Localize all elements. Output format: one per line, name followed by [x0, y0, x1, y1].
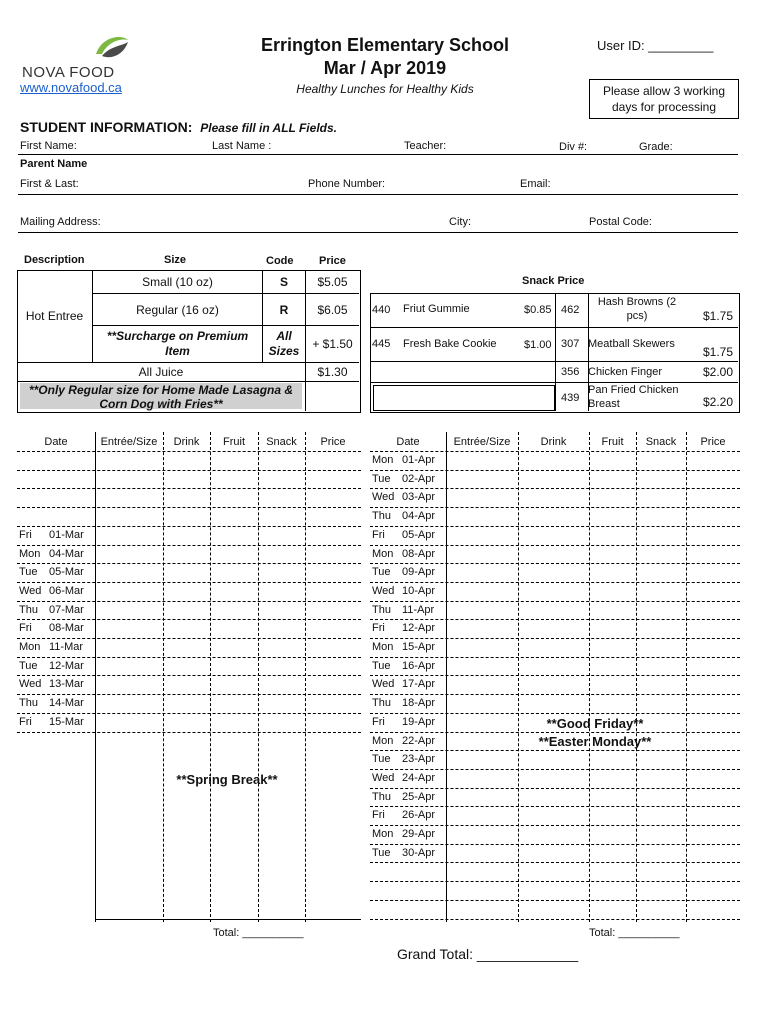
- order-row-day: Thu: [372, 510, 391, 523]
- order-row[interactable]: [370, 862, 740, 881]
- grid-left-header-4: Snack: [266, 435, 297, 448]
- order-row-day: Mon: [372, 734, 394, 747]
- grid-right-header-0: Date: [396, 435, 420, 448]
- order-row[interactable]: [370, 694, 740, 713]
- grid-right-header-2: Drink: [540, 435, 567, 448]
- order-row[interactable]: [370, 545, 740, 564]
- snack-name-hash-browns: Hash Browns (2 pcs): [597, 296, 677, 322]
- order-row[interactable]: [17, 470, 361, 489]
- order-row-day: Tue: [372, 566, 391, 579]
- order-row[interactable]: [17, 488, 361, 507]
- order-row-day: Fri: [19, 715, 32, 728]
- menu-header-size: Size: [164, 254, 187, 266]
- order-row-date: 01-Apr: [402, 454, 436, 466]
- order-row[interactable]: [17, 545, 361, 564]
- order-row-day: Wed: [19, 584, 42, 597]
- phone-field[interactable]: Phone Number:: [308, 178, 386, 190]
- order-row-date: 17-Apr: [402, 678, 436, 691]
- grid-right-header-4: Snack: [645, 435, 677, 448]
- order-row-date: 05-Mar: [49, 566, 84, 579]
- order-row[interactable]: [370, 488, 740, 507]
- order-row-day: Thu: [19, 697, 38, 710]
- order-row[interactable]: [370, 750, 740, 769]
- order-row-date: 23-Apr: [402, 753, 436, 766]
- order-row-date: 08-Apr: [402, 547, 436, 560]
- snack-name-cookie: Fresh Bake Cookie: [403, 338, 497, 350]
- total-left-field[interactable]: Total: __________: [213, 927, 304, 939]
- city-field[interactable]: City:: [449, 216, 471, 228]
- snack-price-meatball: $1.75: [703, 345, 734, 359]
- order-row[interactable]: [17, 675, 361, 694]
- order-row-date: 10-Apr: [402, 584, 436, 597]
- order-row-date: 11-Apr: [402, 603, 435, 616]
- order-row-date: 04-Apr: [402, 510, 436, 523]
- snack-code-439: 439: [561, 392, 580, 404]
- order-row[interactable]: [370, 638, 740, 657]
- order-row[interactable]: [17, 713, 361, 732]
- order-row[interactable]: [17, 619, 361, 638]
- order-row-date: 02-Apr: [402, 472, 436, 485]
- order-row-date: 04-Mar: [49, 547, 84, 560]
- brand-name: NOVA FOOD: [22, 64, 115, 81]
- order-row-day: Fri: [372, 528, 385, 541]
- order-row-day: Thu: [19, 603, 38, 616]
- snack-price-chicken-breast: $2.20: [703, 395, 734, 409]
- grid-right-header-3: Fruit: [601, 435, 624, 448]
- order-row[interactable]: [17, 582, 361, 601]
- menu-code-regular: R: [279, 302, 289, 317]
- order-row-day: Mon: [372, 454, 394, 466]
- order-row-day: Fri: [372, 622, 385, 635]
- order-row-day: Wed: [372, 491, 395, 504]
- order-row[interactable]: [370, 881, 740, 900]
- grid-right-header-1: Entrée/Size: [453, 435, 511, 448]
- order-row-day: Tue: [372, 753, 391, 766]
- menu-price-surcharge: + $1.50: [312, 337, 353, 351]
- order-row[interactable]: [370, 675, 740, 694]
- processing-notice-text: Please allow 3 working days for processing: [602, 84, 726, 114]
- menu-code-surcharge: All Sizes: [268, 329, 300, 358]
- order-row[interactable]: [17, 638, 361, 657]
- snack-price-chicken-finger: $2.00: [703, 365, 734, 379]
- mailing-address-field[interactable]: Mailing Address:: [20, 216, 101, 228]
- snack-name-chicken-breast: Pan Fried Chicken Breast: [588, 384, 679, 410]
- email-field[interactable]: Email:: [520, 178, 551, 190]
- order-row-date: 29-Apr: [402, 828, 436, 840]
- order-row[interactable]: [370, 806, 740, 825]
- menu-header-code: Code: [266, 255, 294, 267]
- order-row[interactable]: [17, 694, 361, 713]
- order-row[interactable]: [370, 582, 740, 601]
- order-row[interactable]: [370, 470, 740, 489]
- menu-price-regular: $6.05: [317, 302, 348, 317]
- order-grid-april: [370, 432, 740, 922]
- order-row-day: Mon: [372, 547, 394, 560]
- order-row[interactable]: [370, 657, 740, 676]
- menu-size-small: Small (10 oz): [142, 274, 213, 289]
- order-row[interactable]: [17, 601, 361, 620]
- order-row-date: 13-Mar: [49, 678, 84, 691]
- grid-left-header-1: Entrée/Size: [100, 435, 158, 448]
- parent-first-last-field[interactable]: First & Last:: [20, 178, 79, 190]
- order-row-date: 12-Mar: [49, 659, 84, 672]
- order-row-date: 14-Mar: [49, 697, 84, 710]
- order-row[interactable]: [370, 619, 740, 638]
- grid-right-header-5: Price: [700, 435, 726, 448]
- order-row[interactable]: [370, 844, 740, 863]
- order-row-date: 19-Apr: [402, 715, 436, 728]
- processing-notice: [589, 79, 739, 119]
- order-row[interactable]: [370, 788, 740, 807]
- snack-title: Snack Price: [522, 275, 585, 287]
- order-row-day: Thu: [372, 603, 391, 616]
- order-row-date: 09-Apr: [402, 566, 436, 579]
- order-row-day: Fri: [19, 622, 32, 635]
- order-row[interactable]: [370, 601, 740, 620]
- term-title: Mar / Apr 2019: [323, 58, 447, 78]
- order-row[interactable]: [370, 507, 740, 526]
- order-row-date: 15-Apr: [402, 641, 436, 653]
- order-row-date: 08-Mar: [49, 622, 84, 635]
- menu-size-surcharge: **Surcharge on Premium Item: [106, 329, 249, 358]
- order-row[interactable]: [17, 451, 361, 470]
- order-row[interactable]: [17, 657, 361, 676]
- snack-code-462: 462: [561, 304, 580, 316]
- snack-price-cookie: $1.00: [524, 339, 552, 351]
- order-row-date: 22-Apr: [402, 734, 436, 747]
- last-name-field[interactable]: Last Name :: [212, 140, 272, 152]
- order-row[interactable]: [370, 563, 740, 582]
- order-grid-march: [17, 432, 361, 922]
- order-row[interactable]: [370, 900, 740, 919]
- snack-price-gummie: $0.85: [524, 304, 552, 316]
- leaf-logo-icon: [92, 32, 132, 62]
- postal-code-field[interactable]: Postal Code:: [589, 216, 652, 228]
- order-row[interactable]: [370, 451, 740, 470]
- menu-size-regular: Regular (16 oz): [136, 302, 219, 317]
- student-section-note: Please fill in ALL Fields.: [200, 121, 337, 135]
- tagline: Healthy Lunches for Healthy Kids: [296, 82, 474, 96]
- order-row-day: Fri: [19, 528, 32, 541]
- order-row-date: 16-Apr: [402, 659, 436, 672]
- order-row-date: 11-Mar: [49, 641, 84, 653]
- first-name-field[interactable]: First Name:: [20, 140, 77, 152]
- hot-entree-label: Hot Entree: [25, 309, 84, 323]
- order-row-day: Thu: [372, 790, 391, 803]
- grade-field[interactable]: Grade:: [639, 141, 673, 153]
- order-row-day: Wed: [19, 678, 42, 691]
- total-right-field[interactable]: Total: __________: [589, 927, 680, 939]
- nova-food-logo: [20, 30, 150, 100]
- snack-name-meatball: Meatball Skewers: [588, 338, 675, 350]
- order-row-day: Tue: [372, 472, 391, 485]
- order-row-date: 06-Mar: [49, 584, 84, 597]
- spring-break-label: **Spring Break**: [176, 772, 278, 787]
- grid-left-header-2: Drink: [173, 435, 200, 448]
- grand-total-field[interactable]: Grand Total: _____________: [397, 946, 579, 962]
- order-row[interactable]: [370, 526, 740, 545]
- school-title: Errington Elementary School: [260, 35, 510, 55]
- order-row-day: Tue: [19, 566, 38, 579]
- order-row-date: 12-Apr: [402, 622, 436, 635]
- grid-left-header-3: Fruit: [223, 435, 245, 448]
- parent-name-label: Parent Name: [20, 158, 88, 170]
- order-row-date: 26-Apr: [402, 809, 436, 822]
- grid-left-header-5: Price: [320, 435, 346, 448]
- order-row-day: Fri: [372, 715, 385, 728]
- menu-price-small: $5.05: [317, 274, 348, 289]
- order-row-day: Mon: [372, 641, 394, 653]
- grid-left-header-0: Date: [44, 435, 68, 448]
- order-row-date: 01-Mar: [49, 528, 84, 541]
- student-section-title: [20, 119, 337, 135]
- order-row-day: Wed: [372, 584, 395, 597]
- order-row[interactable]: [370, 769, 740, 788]
- order-row-date: 30-Apr: [402, 846, 436, 859]
- menu-code-small: S: [279, 274, 288, 289]
- menu-header-description: Description: [24, 254, 85, 266]
- easter-monday-label: **Easter Monday**: [538, 734, 652, 749]
- order-row-day: Wed: [372, 678, 395, 691]
- order-row-day: Mon: [372, 828, 394, 840]
- order-row-day: Tue: [372, 846, 391, 859]
- order-row-day: Tue: [372, 659, 391, 672]
- menu-table: [17, 270, 361, 413]
- snack-code-356: 356: [561, 366, 580, 378]
- order-row-date: 03-Apr: [402, 491, 436, 504]
- snack-code-440: 440: [372, 304, 391, 316]
- order-row[interactable]: [17, 507, 361, 526]
- order-row-day: Fri: [372, 809, 385, 822]
- snack-name-gummie: Friut Gummie: [403, 303, 470, 315]
- brand-url-link[interactable]: www.novafood.ca: [20, 80, 122, 95]
- juice-price: $1.30: [317, 365, 348, 379]
- order-row-date: 18-Apr: [402, 697, 436, 710]
- student-section-heading: STUDENT INFORMATION:: [20, 119, 193, 135]
- snack-code-307: 307: [561, 338, 580, 350]
- menu-note: **Only Regular size for Home Made Lasagna & Corn Dog with Fries**: [28, 382, 294, 411]
- menu-header-price: Price: [319, 255, 346, 267]
- order-row[interactable]: [17, 563, 361, 582]
- teacher-field[interactable]: Teacher:: [404, 140, 447, 152]
- juice-label: All Juice: [138, 365, 184, 379]
- div-field[interactable]: Div #:: [559, 141, 588, 153]
- order-row-day: Wed: [372, 771, 395, 784]
- snack-name-chicken-finger: Chicken Finger: [588, 366, 662, 378]
- user-id-field[interactable]: User ID: _________: [597, 38, 714, 53]
- order-row-date: 15-Mar: [49, 715, 84, 728]
- order-row-day: Mon: [19, 547, 41, 560]
- order-row[interactable]: [17, 526, 361, 545]
- good-friday-label: **Good Friday**: [546, 716, 644, 731]
- order-row-day: Mon: [19, 641, 41, 653]
- order-row-date: 24-Apr: [402, 771, 436, 784]
- order-row-date: 05-Apr: [402, 528, 436, 541]
- order-row-day: Thu: [372, 697, 391, 710]
- snack-price-hash-browns: $1.75: [703, 309, 734, 323]
- snack-code-445: 445: [372, 338, 391, 350]
- order-row-date: 25-Apr: [402, 790, 436, 803]
- order-row-day: Tue: [19, 659, 38, 672]
- order-row-date: 07-Mar: [49, 603, 84, 616]
- order-row[interactable]: [370, 825, 740, 844]
- snack-table: [370, 293, 740, 413]
